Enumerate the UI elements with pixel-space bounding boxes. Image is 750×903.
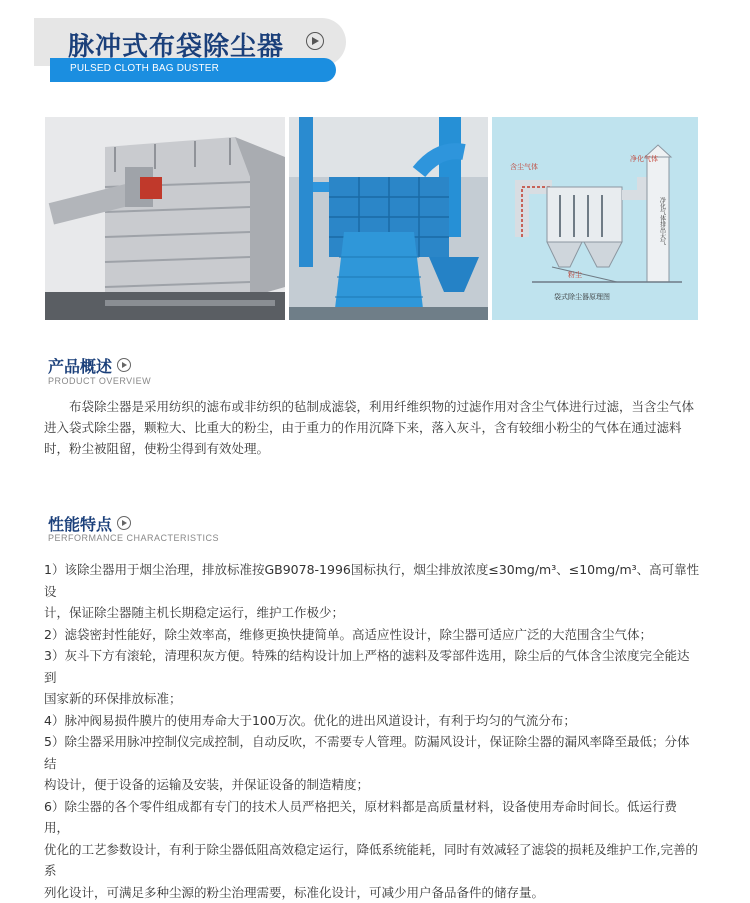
schematic-ash-label: 粉尘 bbox=[568, 270, 582, 279]
feature-line: 6）除尘器的各个零件组成都有专门的技术人员严格把关，原材料都是高质量材料，设备使用寿命时间长。低运行费用， bbox=[44, 796, 700, 839]
overview-title: 产品概述 bbox=[48, 354, 112, 377]
feature-line: 优化的工艺参数设计，有利于除尘器低阻高效稳定运行，降低系统能耗，同时有效减轻了滤袋的损耗及维护工作,完善的系 bbox=[44, 839, 700, 882]
overview-text bbox=[44, 396, 700, 459]
schematic-stack-label: 净化气体排出大气 bbox=[659, 196, 666, 246]
feature-line: 1）该除尘器用于烟尘治理，排放标准按GB9078-1996国标执行，烟尘排放浓度≤30mg/m³、≤10mg/m³、高可靠性设 bbox=[44, 559, 700, 602]
feature-line: 国家新的环保排放标准； bbox=[44, 688, 700, 710]
feature-line: 5）除尘器采用脉冲控制仪完成控制，自动反吹，不需要专人管理。防漏风设计，保证除尘器的漏风率降至最低；分体结 bbox=[44, 731, 700, 774]
features-play-icon bbox=[117, 516, 131, 530]
overview-line: 时，粉尘被阻留，使粉尘得到有效处理。 bbox=[44, 438, 700, 459]
overview-line: 进入袋式除尘器，颗粒大、比重大的粉尘，由于重力的作用沉降下来，落入灰斗，含有较细小粉尘的气体在通过滤料 bbox=[44, 417, 700, 438]
play-circle-icon bbox=[306, 32, 324, 50]
feature-line: 4）脉冲阀易损件膜片的使用寿命大于100万次。优化的进出风道设计，有利于均匀的气流分布； bbox=[44, 710, 700, 732]
feature-line: 列化设计，可满足多种尘源的粉尘治理需要，标准化设计，可减少用户备品备件的储存量。 bbox=[44, 882, 700, 903]
schematic-outlet-label: 净化气体 bbox=[630, 154, 658, 163]
schematic-caption: 袋式除尘器原理图 bbox=[554, 292, 610, 301]
page-subtitle: PULSED CLOTH BAG DUSTER bbox=[70, 63, 219, 74]
features-title: 性能特点 bbox=[48, 512, 112, 535]
overview-play-icon bbox=[117, 358, 131, 372]
feature-line: 计，保证除尘器随主机长期稳定运行，维护工作极少； bbox=[44, 602, 700, 624]
overview-line: 布袋除尘器是采用纺织的滤布或非纺织的毡制成滤袋，利用纤维织物的过滤作用对含尘气体进行过滤，当含尘气体 bbox=[44, 396, 700, 417]
page-title: 脉冲式布袋除尘器 bbox=[68, 26, 284, 63]
industrial-dust-collector-photo bbox=[45, 117, 285, 320]
features-subtitle: PERFORMANCE CHARACTERISTICS bbox=[48, 533, 219, 543]
overview-subtitle: PRODUCT OVERVIEW bbox=[48, 376, 151, 386]
header-banner bbox=[34, 18, 346, 82]
blue-bag-duster-installation-photo bbox=[289, 117, 488, 320]
feature-line: 构设计，便于设备的运输及安装，并保证设备的制造精度； bbox=[44, 774, 700, 796]
schematic-inlet-label: 含尘气体 bbox=[510, 162, 538, 171]
feature-line: 2）滤袋密封性能好，除尘效率高，维修更换快捷简单。高适应性设计，除尘器可适应广泛的大范围含尘气体； bbox=[44, 624, 700, 646]
features-text bbox=[44, 559, 700, 903]
feature-line: 3）灰斗下方有滚轮，清理积灰方便。特殊的结构设计加上严格的滤料及零部件选用，除尘后的气体含尘浓度完全能达到 bbox=[44, 645, 700, 688]
bag-duster-schematic-diagram bbox=[492, 117, 698, 320]
